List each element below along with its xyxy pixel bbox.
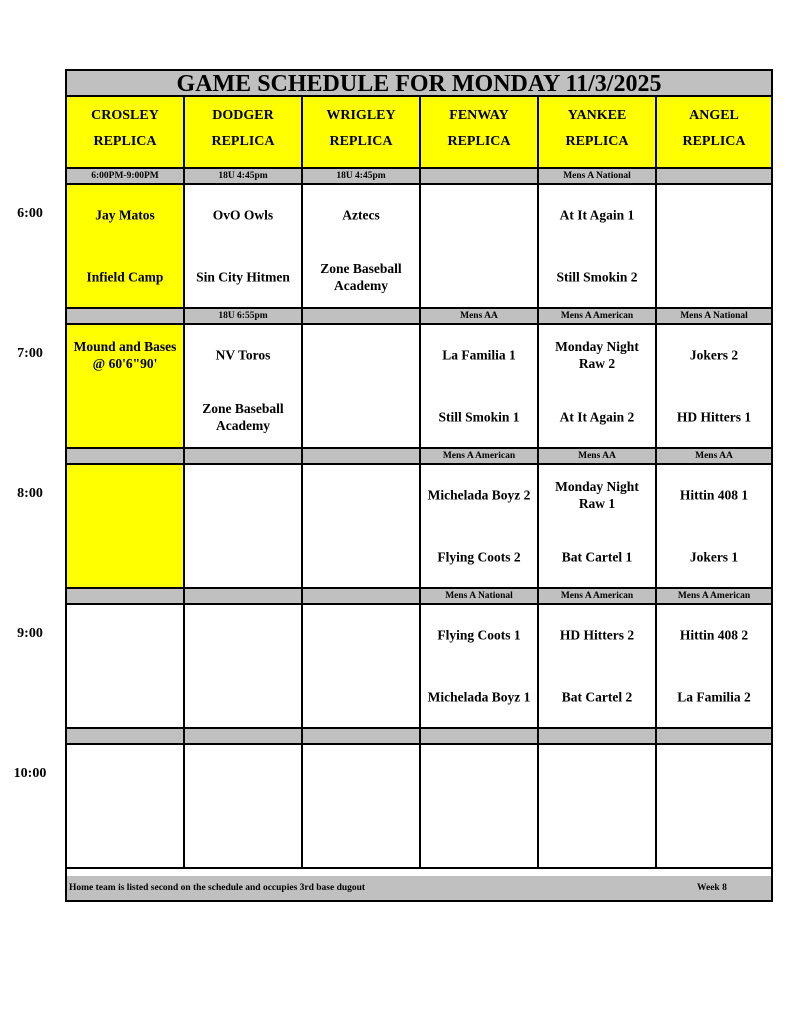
game-cell	[539, 745, 657, 869]
away-team: Hittin 408 2	[679, 627, 749, 643]
division-label: Mens AA	[539, 449, 657, 465]
division-label: Mens A American	[539, 589, 657, 605]
field-header-yankee	[539, 97, 657, 169]
division-label	[421, 169, 539, 185]
away-team: Mound and Bases @ 60'6"90'	[73, 339, 177, 371]
game-cell	[67, 185, 185, 309]
schedule-title: GAME SCHEDULE FOR MONDAY 11/3/2025	[67, 71, 771, 97]
home-team: Zone Baseball Academy	[320, 261, 402, 293]
game-cell	[303, 185, 421, 309]
time-label: 6:00	[17, 206, 43, 221]
division-label	[185, 729, 303, 745]
division-label: 18U 4:45pm	[303, 169, 421, 185]
away-team: Monday Night Raw 2	[555, 339, 639, 371]
game-cell	[421, 325, 539, 449]
away-team: NV Toros	[215, 347, 271, 363]
field-subtitle: REPLICA	[329, 134, 393, 149]
game-cell	[539, 465, 657, 589]
game-cell	[67, 465, 185, 589]
away-team: HD Hitters 2	[559, 627, 635, 643]
home-team: La Familia 2	[677, 689, 751, 705]
division-label: 6:00PM-9:00PM	[67, 169, 185, 185]
time-label: 7:00	[17, 346, 43, 361]
away-team: Jay Matos	[95, 207, 155, 223]
game-cell	[67, 605, 185, 729]
division-label: Mens A American	[657, 589, 771, 605]
division-label	[657, 729, 771, 745]
field-subtitle: REPLICA	[93, 134, 157, 149]
division-label	[303, 589, 421, 605]
away-team: Aztecs	[342, 207, 380, 223]
field-name: YANKEE	[567, 108, 627, 123]
field-header-wrigley	[303, 97, 421, 169]
division-label: 18U 4:45pm	[185, 169, 303, 185]
division-label: 18U 6:55pm	[185, 309, 303, 325]
game-cell	[421, 745, 539, 869]
game-cell	[303, 465, 421, 589]
field-header-dodger	[185, 97, 303, 169]
game-cell	[421, 605, 539, 729]
time-label: 9:00	[17, 626, 43, 641]
game-cell	[657, 605, 771, 729]
schedule-table	[65, 69, 773, 902]
game-cell	[303, 745, 421, 869]
home-team: Bat Cartel 2	[561, 689, 633, 705]
division-label	[185, 589, 303, 605]
home-team: At It Again 2	[559, 409, 635, 425]
division-label	[657, 169, 771, 185]
home-team: Still Smokin 1	[438, 409, 520, 425]
away-team: Flying Coots 1	[437, 627, 521, 643]
division-label	[303, 729, 421, 745]
game-cell	[67, 325, 185, 449]
division-label	[421, 729, 539, 745]
home-team: HD Hitters 1	[676, 409, 752, 425]
division-label: Mens AA	[421, 309, 539, 325]
away-team: Michelada Boyz 2	[427, 487, 531, 503]
schedule-footer	[67, 876, 771, 900]
division-label	[67, 449, 185, 465]
field-name: DODGER	[212, 108, 274, 123]
away-team: OvO Owls	[212, 207, 274, 223]
away-team: Monday Night Raw 1	[555, 479, 639, 511]
home-team: Michelada Boyz 1	[427, 689, 531, 705]
field-subtitle: REPLICA	[211, 134, 275, 149]
game-cell	[185, 325, 303, 449]
game-cell	[657, 325, 771, 449]
field-name: WRIGLEY	[326, 108, 396, 123]
home-team: Jokers 1	[689, 549, 739, 565]
field-name: FENWAY	[449, 108, 509, 123]
division-label	[303, 309, 421, 325]
game-cell	[185, 745, 303, 869]
game-cell	[421, 185, 539, 309]
game-cell	[185, 605, 303, 729]
home-team: Infield Camp	[86, 269, 164, 285]
game-cell	[421, 465, 539, 589]
field-subtitle: REPLICA	[682, 134, 746, 149]
field-header-fenway	[421, 97, 539, 169]
away-team: La Familia 1	[442, 347, 516, 363]
game-cell	[303, 325, 421, 449]
away-team: Jokers 2	[689, 347, 739, 363]
game-cell	[539, 325, 657, 449]
division-label: Mens A American	[421, 449, 539, 465]
game-cell	[185, 185, 303, 309]
home-team: Flying Coots 2	[437, 549, 521, 565]
game-cell	[657, 745, 771, 869]
field-subtitle: REPLICA	[447, 134, 511, 149]
division-label: Mens A National	[657, 309, 771, 325]
home-team: Sin City Hitmen	[196, 269, 290, 285]
game-cell	[67, 745, 185, 869]
field-name: ANGEL	[689, 108, 739, 123]
home-team: Zone Baseball Academy	[202, 401, 284, 433]
game-cell	[657, 465, 771, 589]
division-label: Mens AA	[657, 449, 771, 465]
division-label	[67, 309, 185, 325]
field-header-crosley	[67, 97, 185, 169]
game-cell	[303, 605, 421, 729]
home-team-note: Home team is listed second on the schedule and occupies 3rd base dugout	[69, 883, 366, 893]
game-cell	[539, 605, 657, 729]
field-name: CROSLEY	[91, 108, 159, 123]
division-label: Mens A National	[421, 589, 539, 605]
division-label	[185, 449, 303, 465]
away-team: Hittin 408 1	[679, 487, 749, 503]
field-subtitle: REPLICA	[565, 134, 629, 149]
away-team: At It Again 1	[559, 207, 635, 223]
division-label	[303, 449, 421, 465]
game-cell	[657, 185, 771, 309]
week-label: Week 8	[697, 883, 727, 893]
game-cell	[539, 185, 657, 309]
time-label: 10:00	[13, 766, 47, 781]
field-header-angel	[657, 97, 771, 169]
division-label	[539, 729, 657, 745]
division-label	[67, 589, 185, 605]
time-label: 8:00	[17, 486, 43, 501]
division-label	[67, 729, 185, 745]
division-label: Mens A American	[539, 309, 657, 325]
game-cell	[185, 465, 303, 589]
division-label: Mens A National	[539, 169, 657, 185]
home-team: Still Smokin 2	[556, 269, 638, 285]
home-team: Bat Cartel 1	[561, 549, 633, 565]
